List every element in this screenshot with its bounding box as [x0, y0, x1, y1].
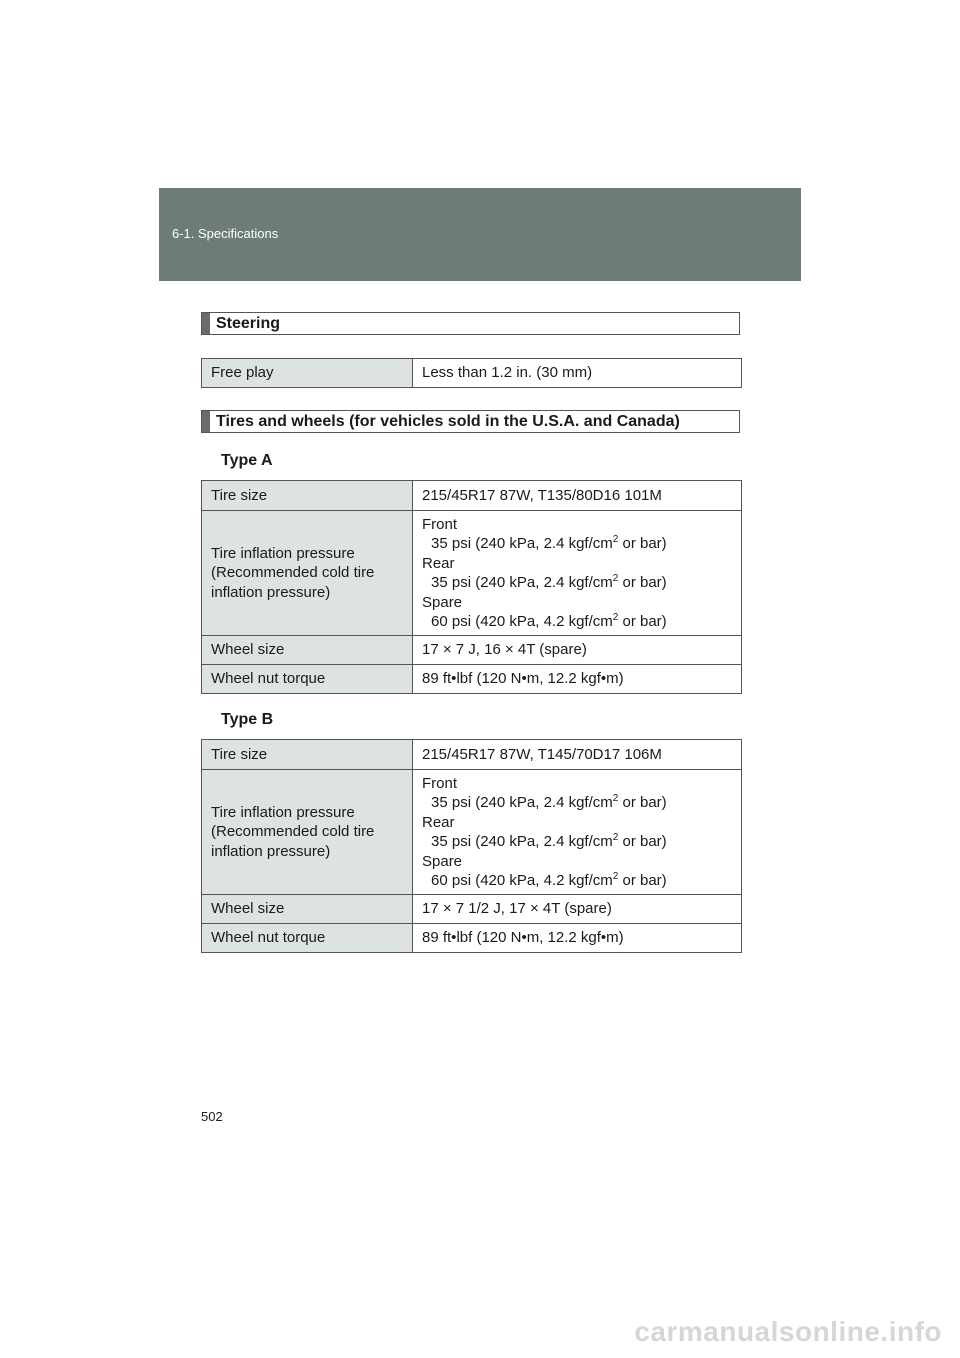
- type-b-label: Type B: [221, 711, 274, 728]
- wheel-size-value: 17 × 7 1/2 J, 17 × 4T (spare): [413, 895, 742, 924]
- pressure-value: Front 35 psi (240 kPa, 2.4 kgf/$cm^2$ or bar) Rear 35 psi (240 kPa, 2.4 kgf/$cm^2$ or bar) Spare 60 psi (420 kPa, 4.2 kgf/$cm^2$ or bar): [413, 511, 742, 636]
- tire-size-label: Tire size: [202, 740, 413, 770]
- pressure-value: Front 35 psi (240 kPa, 2.4 kgf/$cm^2$ or bar) Rear 35 psi (240 kPa, 2.4 kgf/$cm^2$ or bar) Spare 60 psi (420 kPa, 4.2 kgf/$cm^2$ or bar): [413, 770, 742, 895]
- free-play-value: Less than 1.2 in. (30 mm): [413, 359, 742, 388]
- tires-title: Tires and wheels (for vehicles sold in the U.S.A. and Canada): [216, 413, 680, 430]
- table-row: [202, 511, 742, 636]
- watermark: carmanualsonline.info: [634, 1316, 942, 1347]
- table-row: [202, 895, 742, 924]
- steering-title: Steering: [216, 315, 281, 332]
- type-b-table: [201, 739, 742, 953]
- wheel-size-label: Wheel size: [202, 895, 413, 924]
- wheel-size-label: Wheel size: [202, 636, 413, 665]
- tire-size-value: 215/45R17 87W, T145/70D17 106M: [413, 740, 742, 770]
- pressure-label: Tire inflation pressure (Recommended cold tire inflation pressure): [202, 511, 413, 636]
- free-play-label: Free play: [202, 359, 413, 388]
- section-label: 6-1. Specifications: [172, 226, 279, 241]
- table-row: [202, 481, 742, 511]
- type-a-table: [201, 480, 742, 694]
- wheel-size-value: 17 × 7 J, 16 × 4T (spare): [413, 636, 742, 665]
- table-row: [202, 359, 742, 388]
- tires-heading: [201, 410, 740, 433]
- page-number: 502: [201, 1109, 223, 1124]
- tire-size-value: 215/45R17 87W, T135/80D16 101M: [413, 481, 742, 511]
- steering-heading: [201, 312, 740, 335]
- torque-value: 89 ft•lbf (120 N•m, 12.2 kgf•m): [413, 665, 742, 694]
- pressure-label: Tire inflation pressure (Recommended cold tire inflation pressure): [202, 770, 413, 895]
- chapter-header: [159, 188, 801, 281]
- table-row: [202, 636, 742, 665]
- torque-label: Wheel nut torque: [202, 665, 413, 694]
- type-a-label: Type A: [221, 452, 273, 469]
- torque-value: 89 ft•lbf (120 N•m, 12.2 kgf•m): [413, 924, 742, 953]
- table-row: [202, 665, 742, 694]
- table-row: [202, 770, 742, 895]
- table-row: [202, 924, 742, 953]
- torque-label: Wheel nut torque: [202, 924, 413, 953]
- steering-table: [201, 358, 742, 388]
- tire-size-label: Tire size: [202, 481, 413, 511]
- table-row: [202, 740, 742, 770]
